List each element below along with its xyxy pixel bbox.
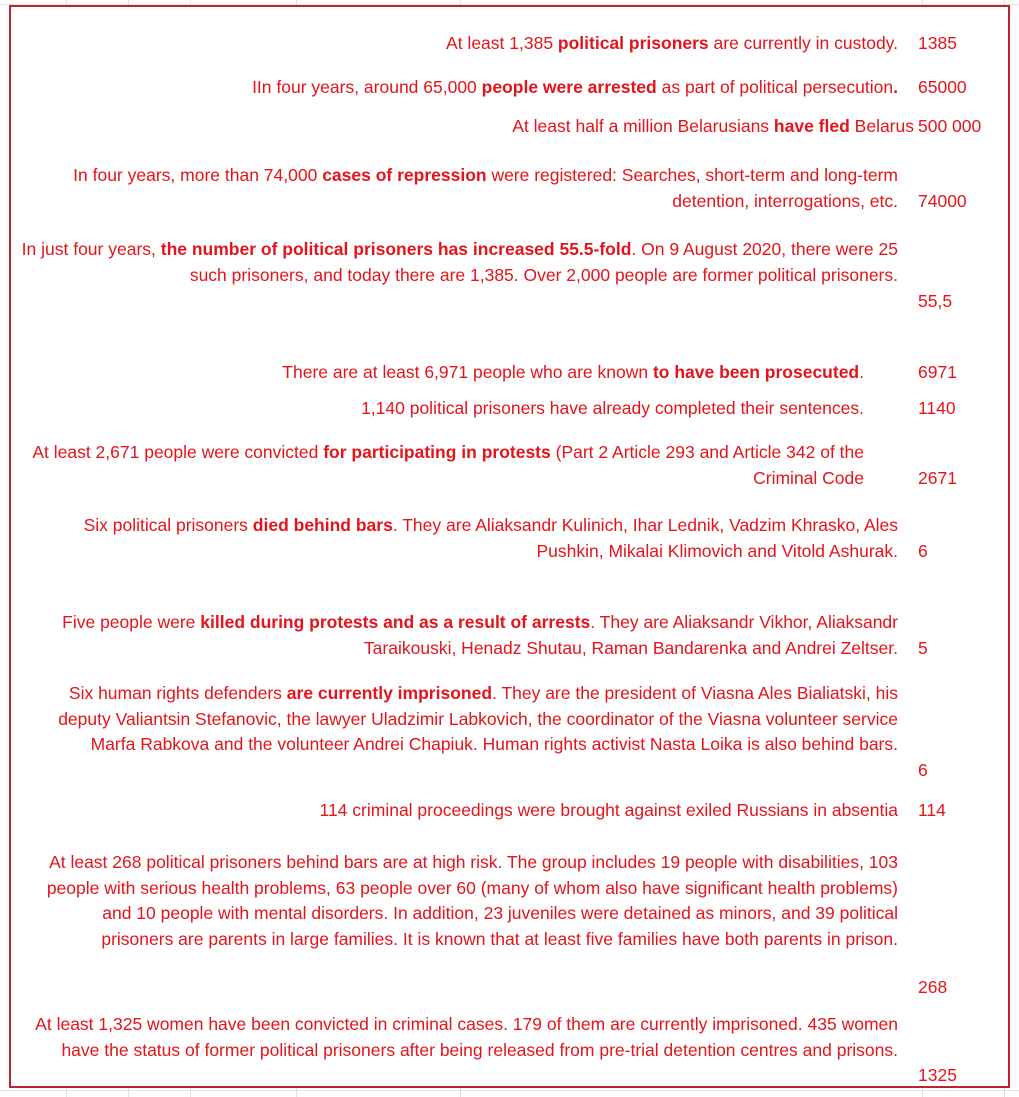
statement-text: Six political prisoners (83, 515, 253, 535)
statistic-value: 500 000 (918, 116, 982, 136)
statistic-statement (282, 360, 864, 386)
statement-text: Six human rights defenders (68, 683, 287, 703)
statistic-statement (48, 681, 898, 758)
statistic-statement (512, 114, 914, 140)
emphasis-text: to have been prosecuted (652, 362, 860, 382)
emphasis-text: cases of repression (322, 165, 487, 185)
statement-text: At least 2,671 people were convicted (32, 442, 324, 462)
statement-text: . On 9 August 2020, there were 25 such prisoners, and today there are 1,385. Over 2,000 people are former political prisoners. (189, 239, 898, 285)
statistic-statement (320, 798, 898, 824)
statement-text: IIn four years, around 65,000 (252, 77, 482, 97)
emphasis-text: . (893, 77, 898, 97)
statement-text: are currently in custody. (708, 33, 898, 53)
statement-text: . They are the president of Viasna Ales Bialiatski, his deputy Valiantsin Stefanovic, the lawyer Uladzimir Labkovich, the coordinator of the Viasna volunteer service Marfa Rabkova and the volunteer Andrei Chapiuk. Human rights activist Nasta Loika is also behind bars. (58, 683, 898, 754)
statistic-value: 268 (918, 977, 948, 997)
statistic-statement (30, 850, 898, 952)
statistic-value: 2671 (918, 468, 957, 488)
statistic-statement (2, 440, 864, 491)
emphasis-text: died behind bars (252, 515, 393, 535)
grid-line (0, 1090, 1019, 1091)
emphasis-text: for participating in protests (323, 442, 551, 462)
statistic-value: 5 (918, 638, 928, 658)
statement-text: . They are Aliaksandr Kulinich, Ihar Lednik, Vadzim Khrasko, Ales Pushkin, Mikalai Klimovich and Vitold Ashurak. (392, 515, 898, 561)
statistic-value: 6971 (918, 362, 957, 382)
statistic-value: 1140 (918, 398, 956, 418)
emphasis-text: are currently imprisoned (286, 683, 493, 703)
statistic-value: 1325 (918, 1065, 957, 1085)
statement-text: At least 1,385 (446, 33, 558, 53)
statistic-statement (446, 31, 898, 57)
statement-text: 114 criminal proceedings were brought against exiled Russians in absentia (319, 800, 898, 820)
statement-text: were registered: Searches, short-term and long-term detention, interrogations, etc. (486, 165, 898, 211)
statistic-value: 6 (918, 541, 928, 561)
statement-text: At least 1,325 women have been convicted in criminal cases. 179 of them are currently imprisoned. 435 women have the status of former political prisoners after being released from pre-trial detention centres and prisons. (35, 1014, 898, 1060)
statement-text: In just four years, (21, 239, 161, 259)
statement-text: In four years, more than 74,000 (73, 165, 323, 185)
statistic-value: 55,5 (918, 291, 953, 311)
statistic-value: 1385 (918, 33, 957, 53)
statement-text: (Part 2 Article 293 and Article 342 of the Criminal Code (550, 442, 864, 488)
statistic-value: 65000 (918, 77, 967, 97)
statement-text: as part of political persecution (656, 77, 894, 97)
statistic-statement (16, 1012, 898, 1063)
statistic-statement (38, 163, 898, 214)
statistic-statement (18, 513, 898, 564)
statement-text: Belarus (849, 116, 914, 136)
statistic-statement (252, 75, 898, 101)
statistic-value: 114 (918, 800, 946, 820)
statement-text: 1,140 political prisoners have already completed their sentences. (361, 398, 864, 418)
statistic-statement (361, 396, 864, 422)
emphasis-text: have fled (773, 116, 850, 136)
statistics-box (9, 5, 1010, 1088)
statement-text: At least 268 political prisoners behind bars are at high risk. The group includes 19 people with disabilities, 103 people with serious health problems, 63 people over 60 (many of whom also have significant health problems) and 10 people with mental disorders. In addition, 23 juveniles were detained as minors, and 39 political prisoners are parents in large families. It is known that at least five families have both parents in prison. (46, 852, 898, 949)
emphasis-text: people were arrested (481, 77, 657, 97)
statement-text: There are at least 6,971 people who are known (282, 362, 653, 382)
statistic-statement (16, 237, 898, 288)
statistic-value: 74000 (918, 191, 967, 211)
statement-text: Five people were (62, 612, 201, 632)
statement-text: At least half a million Belarusians (512, 116, 774, 136)
statement-text: . (859, 362, 864, 382)
statement-text: . They are Aliaksandr Vikhor, Aliaksandr Taraikouski, Henadz Shutau, Raman Bandarenka and Andrei Zeltser. (363, 612, 898, 658)
emphasis-text: the number of political prisoners has increased 55.5-fold (160, 239, 632, 259)
statistic-statement (38, 610, 898, 661)
emphasis-text: political prisoners (557, 33, 709, 53)
emphasis-text: killed during protests and as a result of arrests (200, 612, 591, 632)
statistic-value: 6 (918, 760, 928, 780)
